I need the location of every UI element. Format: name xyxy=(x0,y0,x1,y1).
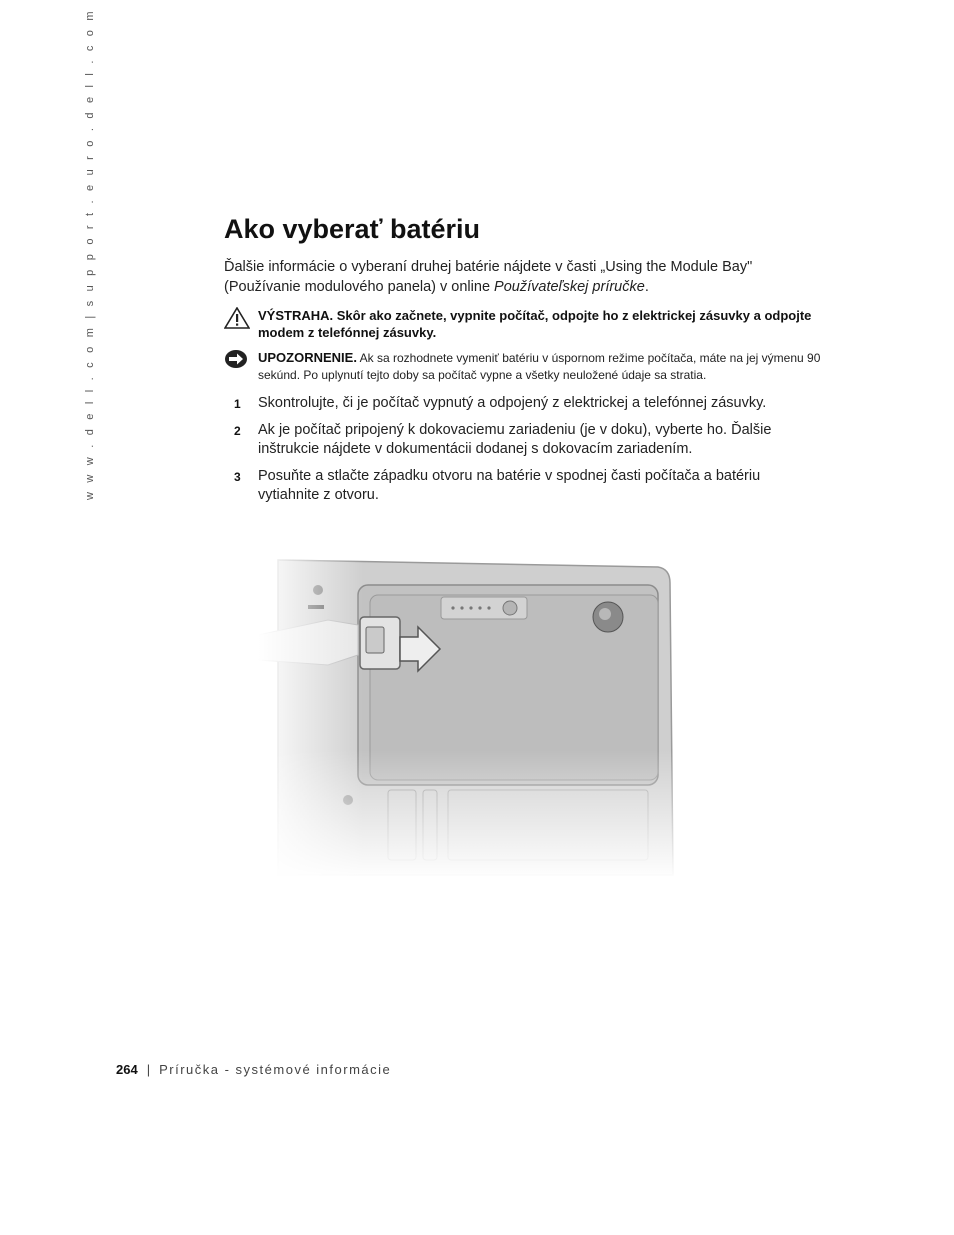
page-footer xyxy=(116,1062,391,1077)
footer-separator: | xyxy=(146,1062,151,1077)
notice-block xyxy=(224,349,824,384)
page-title: Ako vyberať batériu xyxy=(224,214,481,244)
footer-title: Príručka - systémové informácie xyxy=(159,1062,392,1077)
intro-end: . xyxy=(644,279,649,295)
intro-italic-link: Používateľskej príručke xyxy=(494,279,645,295)
steps-list xyxy=(224,394,824,505)
list-item xyxy=(224,421,824,459)
side-url: w w w . d e l l . c o m | s u p p o r t . e u r o . d e l l . c o m xyxy=(84,8,96,500)
step-text: Skontrolujte, či je počítač vypnutý a odpojený z elektrickej a telefónnej zásuvky. xyxy=(258,395,767,411)
warning-triangle-icon xyxy=(224,307,250,334)
list-item xyxy=(224,467,824,505)
step-number: 1 xyxy=(234,397,241,411)
warning-block xyxy=(224,307,824,341)
intro-text: Ďalšie informácie o vyberaní druhej batérie nájdete v časti „Using the Module Bay" (Používanie modulového panela) v online xyxy=(224,259,753,295)
step-text: Ak je počítač pripojený k dokovaciemu zariadeniu (je v doku), vyberte ho. Ďalšie inštrukcie nájdete v dokumentácii dodanej s dokovacím zariadením. xyxy=(258,422,772,457)
notice-body: Ak sa rozhodnete vymeniť batériu v úspornom režime počítača, máte na jej výmenu 90 sekúnd. Po uplynutí tejto doby sa počítač vypne a všetky neuložené údaje sa stratia. xyxy=(258,351,821,382)
list-item xyxy=(224,394,824,413)
step-number: 3 xyxy=(234,470,241,484)
warning-text: VÝSTRAHA. Skôr ako začnete, vypnite počítač, odpojte ho z elektrickej zásuvky a odpojte modem z telefónnej zásuvky. xyxy=(258,308,812,340)
battery-removal-illustration xyxy=(258,555,678,880)
main-content xyxy=(224,214,824,513)
intro-paragraph xyxy=(224,257,824,297)
notice-text xyxy=(258,349,824,384)
step-number: 2 xyxy=(234,424,241,438)
notice-label: UPOZORNENIE. xyxy=(258,350,357,365)
notice-arrow-icon xyxy=(224,349,248,374)
step-text: Posuňte a stlačte západku otvoru na batérie v spodnej časti počítača a batériu vytiahnite z otvoru. xyxy=(258,468,761,503)
page-number: 264 xyxy=(116,1062,138,1077)
